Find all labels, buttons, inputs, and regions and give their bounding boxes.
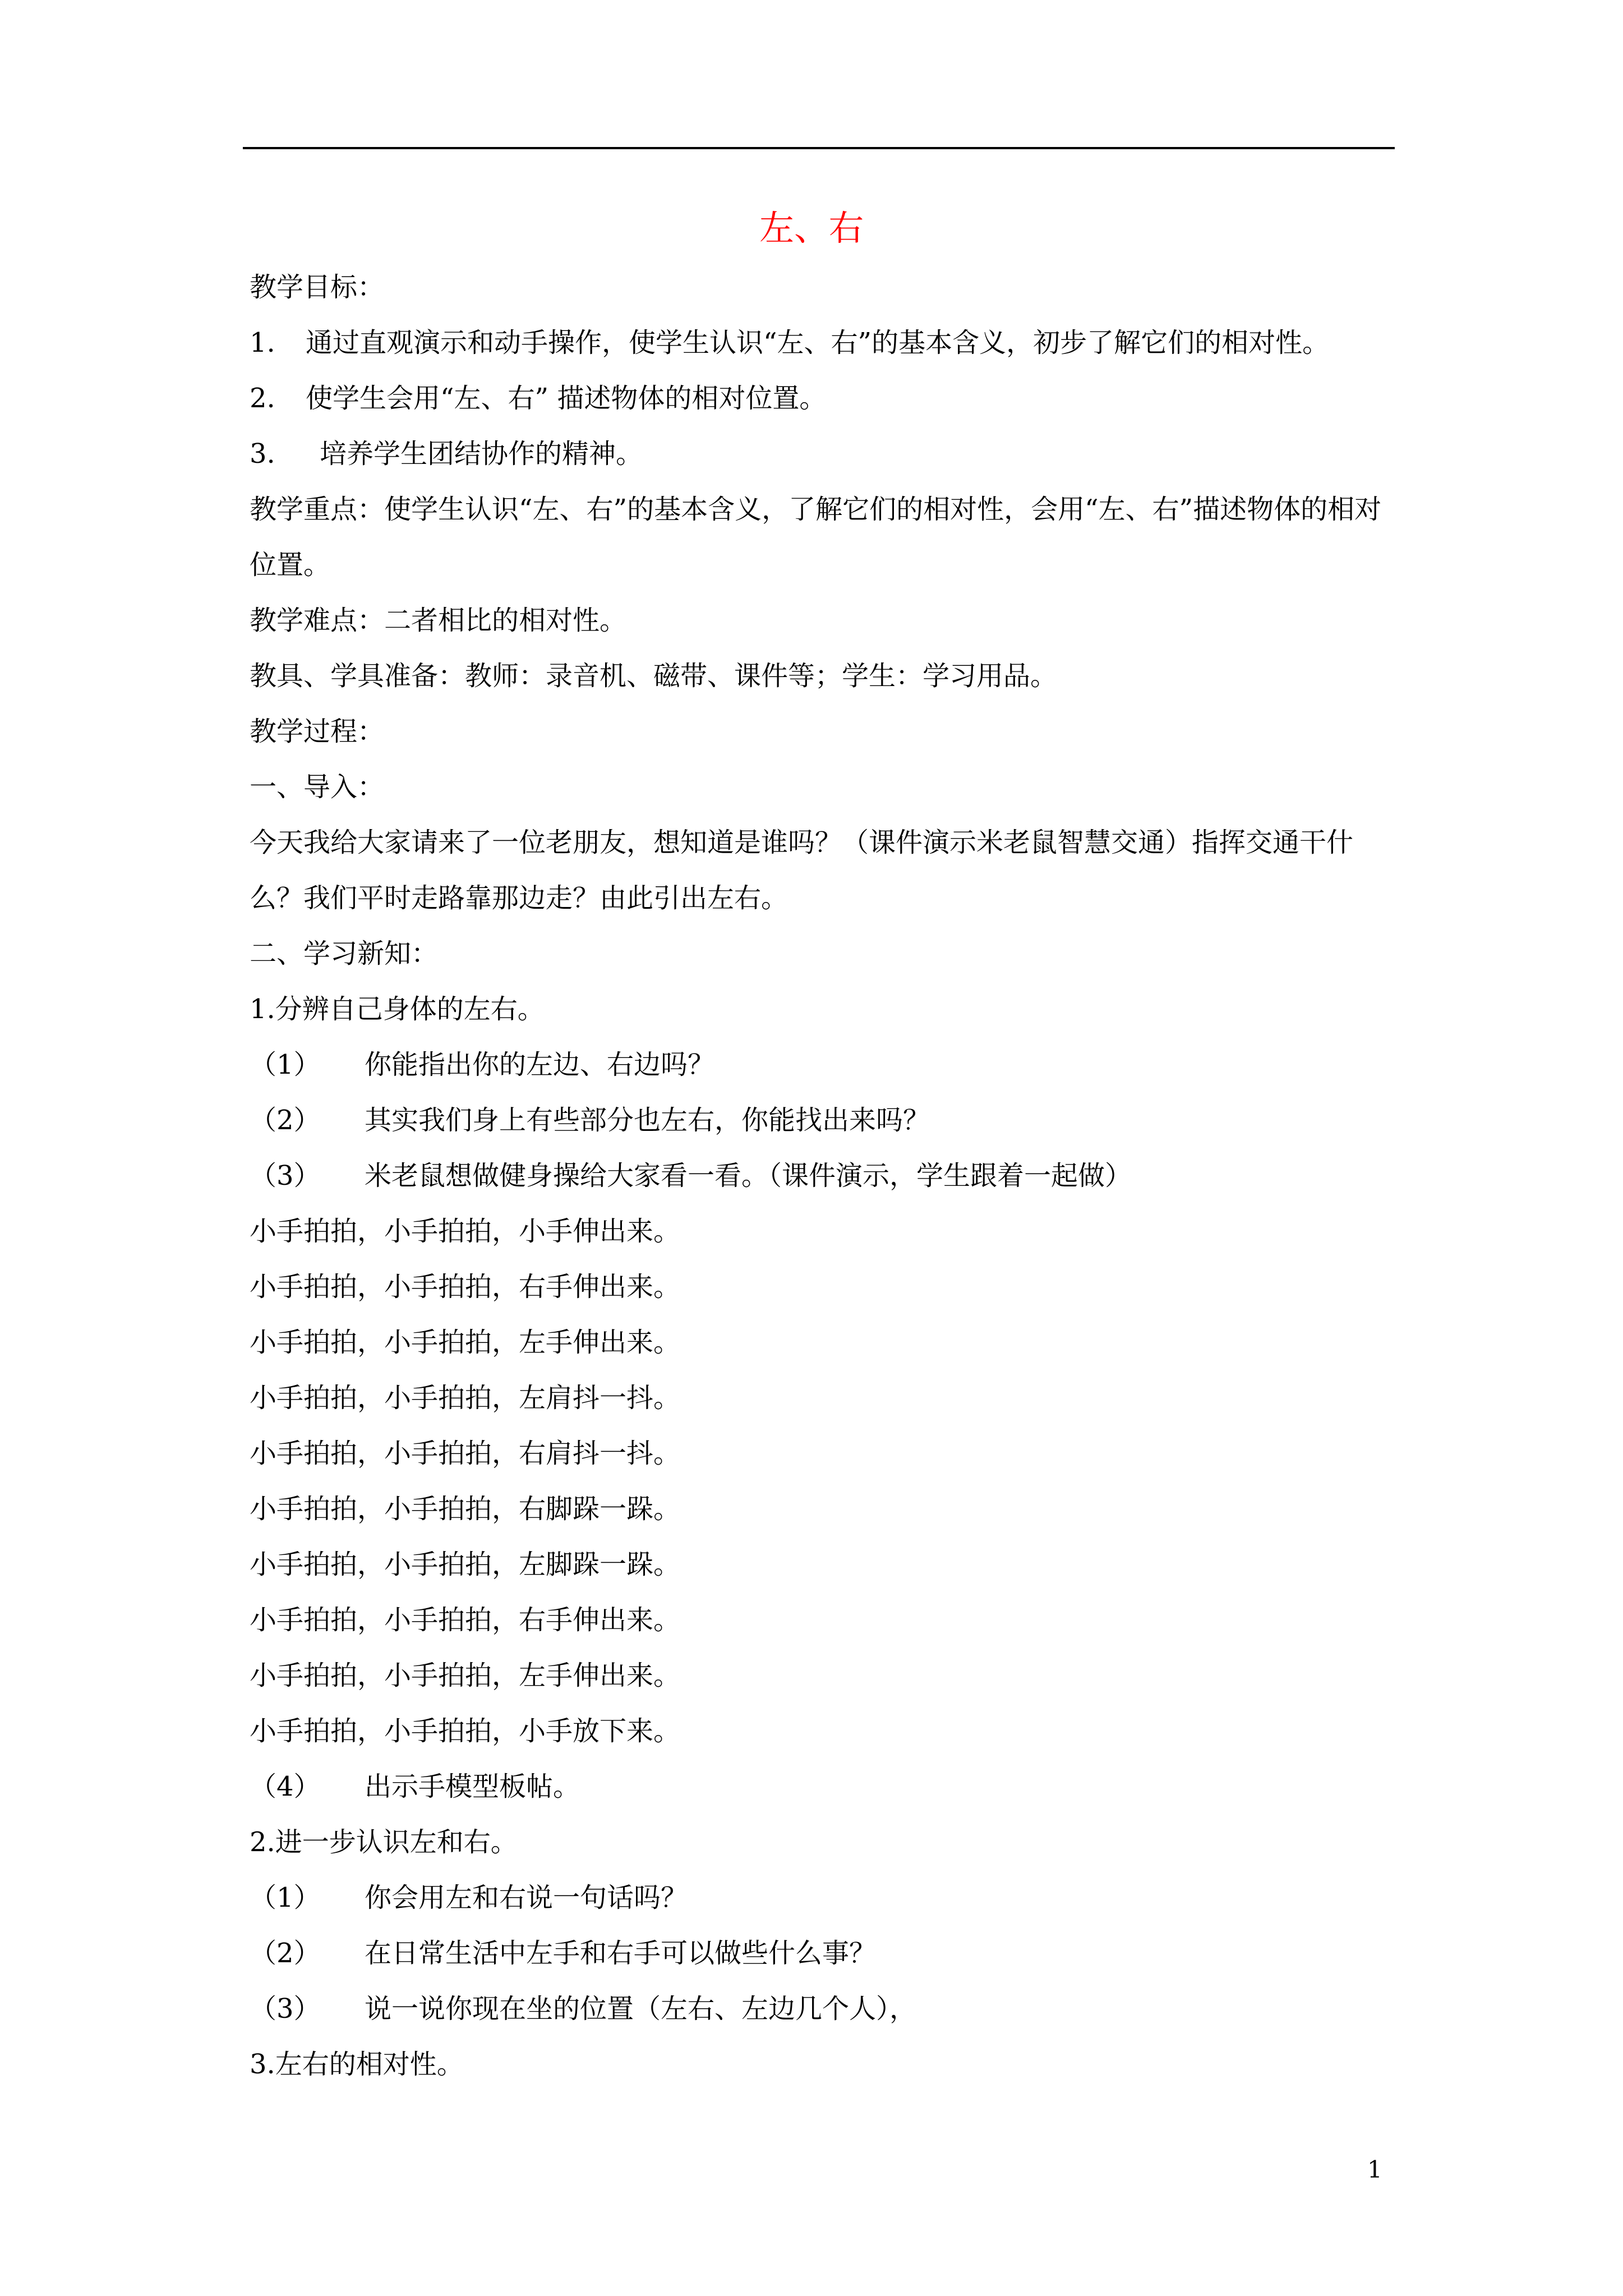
document-title: 左、右 bbox=[759, 208, 864, 249]
rhyme-line: 小手拍拍，小手拍拍，左手伸出来。 bbox=[250, 1660, 681, 1691]
step2-title: 2.进一步认识左和右。 bbox=[250, 1826, 518, 1858]
header-rule bbox=[243, 147, 1395, 149]
objective-text: 培养学生团结协作的精神。 bbox=[320, 438, 643, 470]
rhyme-line: 小手拍拍，小手拍拍，右脚跺一跺。 bbox=[250, 1493, 681, 1525]
rhyme-line: 小手拍拍，小手拍拍，左手伸出来。 bbox=[250, 1327, 681, 1358]
step2-item-marker: （3） bbox=[250, 1993, 321, 2024]
step2-item-text: 在日常生活中左手和右手可以做些什么事？ bbox=[365, 1938, 877, 1969]
objective-text: 使学生会用“左、右” 描述物体的相对位置。 bbox=[306, 383, 827, 414]
document-body bbox=[250, 260, 1399, 2092]
objective-marker: 1. bbox=[250, 327, 275, 358]
rhyme-line: 小手拍拍，小手拍拍，左肩抖一抖。 bbox=[250, 1382, 681, 1414]
rhyme-line: 小手拍拍，小手拍拍，右肩抖一抖。 bbox=[250, 1438, 681, 1469]
rhyme-line: 小手拍拍，小手拍拍，左脚跺一跺。 bbox=[250, 1549, 681, 1580]
intro-section-heading: 一、导入： bbox=[250, 771, 385, 803]
rhyme-line: 小手拍拍，小手拍拍，右手伸出来。 bbox=[250, 1604, 681, 1636]
step1-item bbox=[250, 1093, 1399, 1148]
rhyme-line: 小手拍拍，小手拍拍，小手放下来。 bbox=[250, 1715, 681, 1747]
step2-item-marker: （2） bbox=[250, 1938, 321, 1969]
step1-item bbox=[250, 1148, 1399, 1204]
key-points-paragraph: 教学重点：使学生认识“左、右”的基本含义，了解它们的相对性，会用“左、右”描述物体的相对位置。 bbox=[250, 494, 1382, 581]
objective-item bbox=[250, 315, 1399, 371]
step1-item-text: 你能指出你的左边、右边吗？ bbox=[365, 1049, 715, 1080]
process-heading: 教学过程： bbox=[250, 716, 385, 747]
objective-marker: 2. bbox=[250, 383, 275, 414]
step1-item-marker: （1） bbox=[250, 1049, 321, 1080]
difficult-points-paragraph: 教学难点：二者相比的相对性。 bbox=[250, 605, 627, 636]
step2-item bbox=[250, 1981, 1399, 2037]
step1-item-text: 其实我们身上有些部分也左右，你能找出来吗？ bbox=[365, 1105, 930, 1136]
step2-item-text: 你会用左和右说一句话吗？ bbox=[365, 1882, 688, 1913]
rhyme-line: 小手拍拍，小手拍拍，小手伸出来。 bbox=[250, 1216, 681, 1247]
materials-paragraph: 教具、学具准备：教师：录音机、磁带、课件等；学生：学习用品。 bbox=[250, 660, 1058, 692]
step1-item-marker: （4） bbox=[250, 1771, 321, 1802]
step1-item-marker: （3） bbox=[250, 1160, 321, 1191]
rhyme-line: 小手拍拍，小手拍拍，右手伸出来。 bbox=[250, 1271, 681, 1303]
step2-item bbox=[250, 1926, 1399, 1981]
step2-item-text: 说一说你现在坐的位置（左右、左边几个人）， bbox=[365, 1993, 917, 2024]
step2-item bbox=[250, 1870, 1399, 1926]
intro-paragraph: 今天我给大家请来了一位老朋友，想知道是谁吗？（课件演示米老鼠智慧交通）指挥交通干什么？我们平时走路靠那边走？由此引出左右。 bbox=[250, 827, 1354, 914]
new-knowledge-heading: 二、学习新知： bbox=[250, 938, 439, 969]
step1-item bbox=[250, 1759, 1399, 1815]
objective-item bbox=[250, 426, 1399, 482]
step3-title: 3.左右的相对性。 bbox=[250, 2049, 464, 2080]
step2-item-marker: （1） bbox=[250, 1882, 321, 1913]
objective-text: 通过直观演示和动手操作，使学生认识“左、右”的基本含义，初步了解它们的相对性。 bbox=[306, 327, 1330, 358]
step1-item-text: 出示手模型板帖。 bbox=[365, 1771, 580, 1802]
objective-marker: 3. bbox=[250, 438, 275, 470]
objectives-heading: 教学目标： bbox=[250, 272, 385, 303]
page-number: 1 bbox=[1367, 2156, 1382, 2183]
step1-item-text: 米老鼠想做健身操给大家看一看。（课件演示，学生跟着一起做） bbox=[365, 1160, 1132, 1191]
objective-item bbox=[250, 371, 1399, 426]
step1-item bbox=[250, 1037, 1399, 1093]
step1-title: 1.分辨自己身体的左右。 bbox=[250, 993, 545, 1025]
step1-item-marker: （2） bbox=[250, 1105, 321, 1136]
